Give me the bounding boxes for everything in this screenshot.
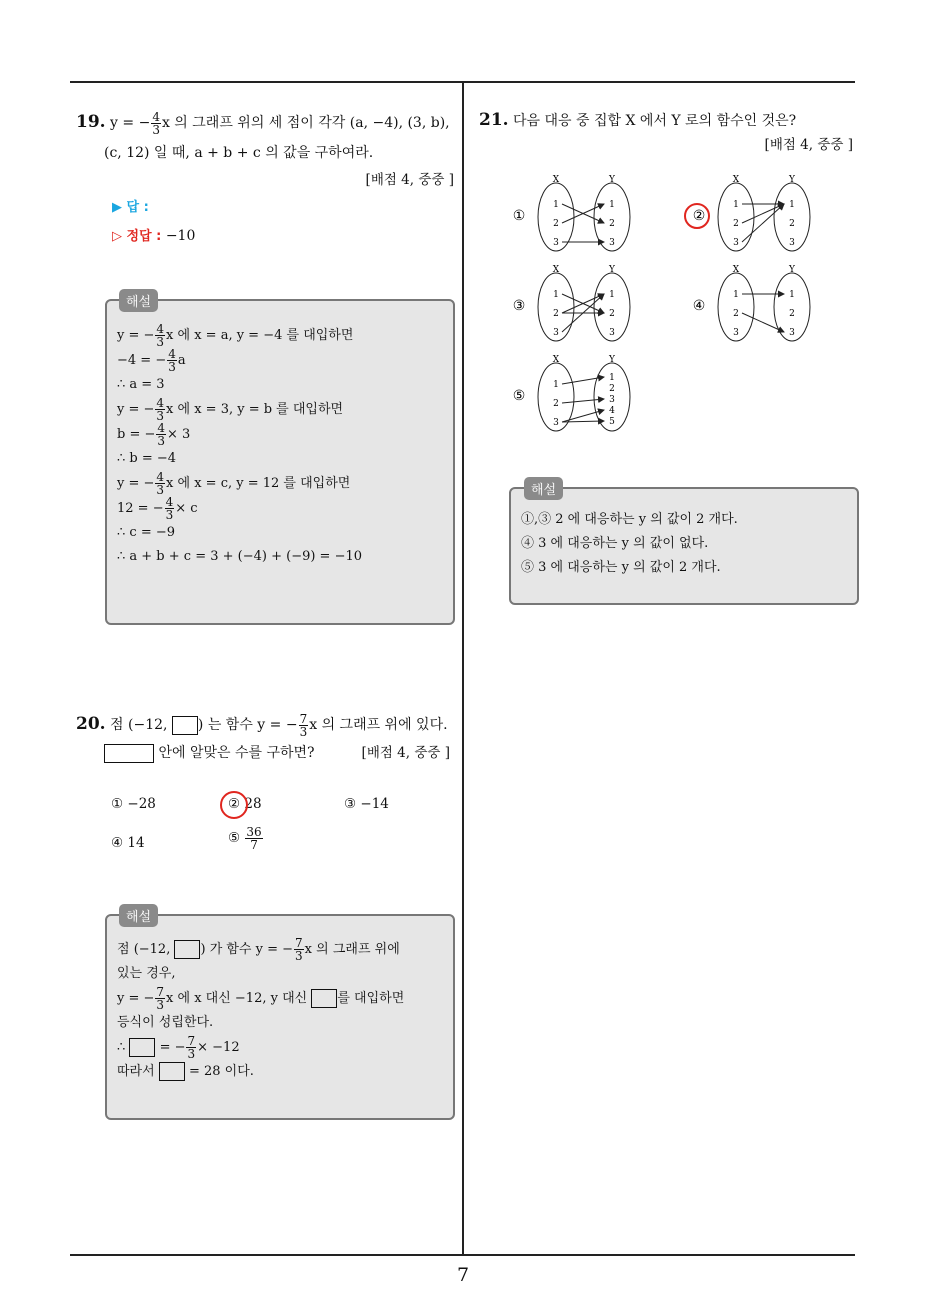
element-y: 1 [609, 373, 615, 383]
q21-meta: [배점 4, 중중 ] [764, 137, 853, 153]
q19-correct-answer [112, 224, 195, 249]
selected-answer-circle-q21 [684, 203, 710, 229]
element-x: 3 [733, 238, 739, 248]
diagram-label: ⑤ [512, 388, 526, 404]
q20-choice-2[interactable]: ② 28 [228, 796, 262, 812]
choice5-fraction: $\frac{36}{7}$ [246, 825, 262, 852]
q19-line2: (c, 12) 일 때, a + b + c 의 값을 구하여라. [104, 145, 374, 161]
fraction: $\frac{4}{3}$ [168, 347, 176, 374]
element-x: 1 [733, 290, 739, 300]
q19-answer-label: ▶ 답 : [112, 200, 149, 215]
q19-sol-line: b = − $\frac{4}{3}$ × 3 [117, 421, 191, 448]
q20-text-c: x 의 그래프 위에 있다. [309, 717, 448, 733]
element-y: 2 [789, 309, 795, 319]
q21-solution-body [521, 508, 738, 580]
element-x: 3 [553, 238, 559, 248]
q19-solution-tag: 해설 [119, 289, 158, 312]
element-y: 3 [789, 238, 795, 248]
fraction: $\frac{4}{3}$ [165, 495, 174, 522]
element-x: 2 [553, 309, 559, 319]
q20-number: 20. [76, 714, 106, 734]
q19-sol-line: y = − $\frac{4}{3}$ x 에 x = 3, y = b 를 대입하면 [117, 396, 344, 423]
q19-meta: [배점 4, 중중 ] [365, 172, 454, 188]
q20-sol-line2: 있는 경우, [117, 966, 176, 981]
answer-blank-box [172, 716, 198, 735]
q20-choice-1[interactable]: ① −28 [111, 796, 156, 812]
set-y-label: Y [609, 355, 615, 365]
element-x: 2 [553, 219, 559, 229]
q21-mapping-diagrams [500, 165, 860, 445]
selected-answer-circle [220, 791, 248, 819]
element-y: 1 [609, 290, 615, 300]
q20-sol-line3: y = − $\frac{7}{3}$ x 에 x 대신 −12, y 대신 를 대입하면 [117, 985, 405, 1012]
q20-text-b: ) 는 함수 y = − [197, 717, 298, 733]
element-y: 1 [789, 290, 795, 300]
q20-solution-body [117, 937, 404, 1084]
correct-label: ▷ 정답 : [112, 229, 162, 244]
q20-sol-line1: 점 (−12, ) 가 함수 y = − $\frac{7}{3}$ x 의 그래프 위에 [117, 936, 400, 963]
q21-text: 다음 대응 중 집합 X 에서 Y 로의 함수인 것은? [513, 113, 797, 129]
q19-sol-line: ∴ b = −4 [117, 451, 177, 466]
fraction: $\frac{4}{3}$ [156, 322, 165, 349]
element-y: 2 [609, 219, 615, 229]
set-y-label: Y [609, 265, 615, 275]
mapping-arrow [562, 410, 604, 422]
fraction: $\frac{4}{3}$ [156, 470, 165, 497]
element-x: 2 [733, 309, 739, 319]
answer-blank-box-wide [104, 744, 154, 763]
q20-sol-line4: 등식이 성립한다. [117, 1015, 214, 1030]
correct-value: −10 [165, 228, 196, 244]
bottom-rule [70, 1254, 855, 1256]
set-x-label: X [552, 175, 560, 185]
diagram-label: ① [512, 208, 526, 224]
element-y: 2 [609, 384, 615, 394]
fraction: $\frac{4}{3}$ [157, 421, 166, 448]
element-y: 3 [609, 238, 615, 248]
diagram-label: ④ [692, 298, 706, 314]
q21-sol-line3: ⑤ 3 에 대응하는 y 의 값이 2 개다. [521, 560, 721, 575]
q19-sol-line: ∴ c = −9 [117, 525, 176, 540]
fraction: $\frac{4}{3}$ [156, 396, 165, 423]
q19-fraction: $\frac{4}{3}$ [152, 109, 160, 137]
element-x: 1 [733, 200, 739, 210]
q19-sol-line: y = − $\frac{4}{3}$ x 에 x = a, y = −4 를 대입하면 [117, 322, 354, 349]
element-x: 1 [553, 290, 559, 300]
q20-line2 [104, 741, 315, 765]
column-divider [462, 83, 464, 1254]
set-x-label: X [552, 265, 560, 275]
q20-sol-line6: 따라서 = 28 이다. [117, 1064, 254, 1079]
mapping-arrow [742, 204, 784, 223]
element-x: 3 [553, 328, 559, 338]
q20-choice-4[interactable]: ④ 14 [111, 835, 145, 851]
element-y: 1 [609, 200, 615, 210]
element-y: 5 [609, 417, 615, 427]
q19-sol-line: −4 = − $\frac{4}{3}$ a [117, 347, 186, 374]
q19-text: y = − [110, 115, 151, 131]
diagram-label: ③ [512, 298, 526, 314]
mapping-arrow [562, 399, 604, 403]
set-y-label: Y [609, 175, 615, 185]
q19-sol-line: y = − $\frac{4}{3}$ x 에 x = c, y = 12 를 대입하면 [117, 470, 351, 497]
q19-solution-body [117, 323, 362, 569]
set-x-label: X [732, 265, 740, 275]
q20-meta: [배점 4, 중중 ] [361, 745, 450, 761]
set-y-label: Y [789, 265, 795, 275]
element-x: 3 [733, 328, 739, 338]
q20-sol-line5: ∴ = − $\frac{7}{3}$ × −12 [117, 1034, 240, 1061]
set-x-label: X [552, 355, 560, 365]
set-y-label: Y [789, 175, 795, 185]
q21-number: 21. [479, 110, 509, 130]
q19-sol-line: 12 = − $\frac{4}{3}$ × c [117, 495, 198, 522]
element-y: 1 [789, 200, 795, 210]
element-y: 2 [609, 309, 615, 319]
mapping-arrow [742, 313, 784, 332]
q21-solution-tag: 해설 [524, 477, 563, 500]
q21-line1 [479, 108, 796, 133]
q20-choice-3[interactable]: ③ −14 [344, 796, 389, 812]
q19-text-b: x 의 그래프 위의 세 점이 각각 (a, −4), (3, b), [161, 115, 450, 131]
q20-text-a: 점 (−12, [110, 717, 168, 733]
q21-sol-line1: ①,③ 2 에 대응하는 y 의 값이 2 개다. [521, 512, 738, 527]
element-y: 3 [609, 395, 615, 405]
q19-line1 [76, 110, 450, 136]
element-x: 1 [553, 380, 559, 390]
element-x: 3 [553, 418, 559, 428]
page-number: 7 [456, 1264, 470, 1286]
mapping-arrow [562, 377, 604, 384]
set-x-label: X [732, 175, 740, 185]
q20-text-l2: 안에 알맞은 수를 구하면? [158, 745, 315, 761]
q20-fraction: $\frac{7}{3}$ [299, 711, 308, 739]
q20-line1 [76, 712, 448, 738]
diagram-label: ② [692, 208, 706, 224]
q20-choice-5[interactable]: ⑤ $\frac{36}{7}$ [228, 825, 262, 852]
element-x: 2 [553, 399, 559, 409]
q19-sol-line: ∴ a + b + c = 3 + (−4) + (−9) = −10 [117, 549, 363, 564]
q19-sol-line: ∴ a = 3 [117, 377, 165, 392]
q21-sol-line2: ④ 3 에 대응하는 y 의 값이 없다. [521, 536, 709, 551]
q19-number: 19. [76, 112, 106, 132]
element-y: 4 [609, 406, 615, 416]
mapping-arrow [742, 204, 784, 242]
element-y: 3 [609, 328, 615, 338]
element-x: 2 [733, 219, 739, 229]
q20-solution-tag: 해설 [119, 904, 158, 927]
element-y: 2 [789, 219, 795, 229]
element-y: 3 [789, 328, 795, 338]
element-x: 1 [553, 200, 559, 210]
